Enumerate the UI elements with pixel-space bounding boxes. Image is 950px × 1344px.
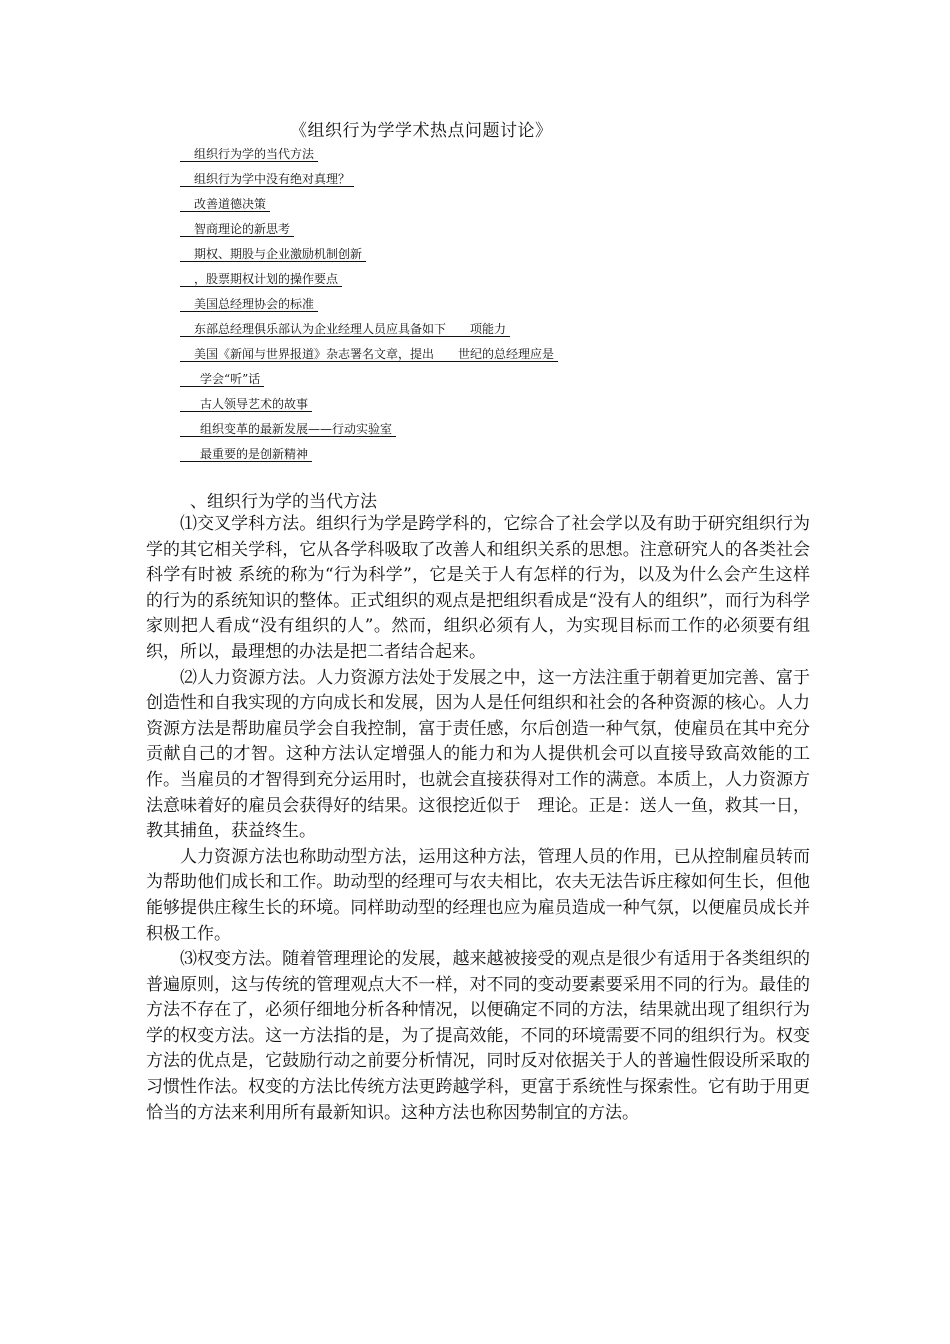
toc-item — [180, 371, 680, 396]
toc-item — [180, 296, 680, 321]
toc-item — [180, 271, 680, 296]
toc-link[interactable]: 美国总经理协会的标准 — [180, 297, 318, 312]
toc-item — [180, 346, 680, 371]
toc-item — [180, 246, 680, 271]
document-title: 《组织行为学学术热点问题讨论》 — [290, 121, 553, 141]
paragraph: ⑵人力资源方法。人力资源方法处于发展之中，这一方法注重于朝着更加完善、富于创造性和自我实现的方向成长和发展，因为人是任何组织和社会的各种资源的核心。人力资源方法是帮助雇员学会自我控制，富于责任感，尔后创造一种气氛，使雇员在其中充分贡献自己的才智。这种方法认定增强人的能力和为人提供机会可以直接导致高效能的工作。当雇员的才智得到充分运用时，也就会直接获得对工作的满意。本质上，人力资源方法意味着好的雇员会获得好的结果。这很挖近似于 理论。正是：送人一鱼，救其一日，教其捕鱼，获益终生。 — [146, 667, 810, 842]
paragraph: ⑶权变方法。随着管理理论的发展，越来越被接受的观点是很少有适用于各类组织的普遍原则，这与传统的管理观点大不一样，对不同的变动要素要采用不同的行为。最佳的方法不存在了，必须仔细地分析各种情况，以便确定不同的方法，结果就出现了组织行为学的权变方法。这一方法指的是，为了提高效能，不同的环境需要不同的组织行为。权变方法的优点是，它鼓励行动之前要分析情况，同时反对依据关于人的普遍性假设所采取的习惯性作法。权变的方法比传统方法更跨越学科，更富于系统性与探索性。它有助于用更恰当的方法来利用所有最新知识。这种方法也称因势制宜的方法。 — [146, 949, 810, 1123]
table-of-contents — [180, 146, 680, 471]
body-text — [146, 512, 810, 1126]
toc-item — [180, 446, 680, 471]
toc-item — [180, 146, 680, 171]
paragraph: ⑴交叉学科方法。组织行为学是跨学科的，它综合了社会学以及有助于研究组织行为学的其它相关学科，它从各学科吸取了改善人和组织关系的思想。注意研究人的各类社会科学有时被 系统的称为“行为科学”，它是关于人有怎样的行为，以及为什么会产生这样的行为的系统知识的整体。正式组织的观点是把组织看成是“没有人的组织”，而行为科学家则把人看成“没有组织的人”。然而，组织必须有人，为实现目标而工作的必须要有组织，所以，最理想的办法是把二者结合起来。 — [146, 514, 810, 662]
section-heading: 、组织行为学的当代方法 — [190, 492, 377, 512]
toc-link[interactable]: 美国《新闻与世界报道》杂志署名文章，提出 世纪的总经理应是 — [180, 347, 558, 362]
toc-item — [180, 421, 680, 446]
toc-link[interactable]: 古人领导艺术的故事 — [180, 397, 312, 412]
toc-link[interactable]: 组织行为学的当代方法 — [180, 147, 318, 162]
toc-item — [180, 321, 680, 346]
toc-item — [180, 221, 680, 246]
toc-link[interactable]: 学会“听”话 — [180, 372, 264, 387]
toc-link[interactable]: 组织变革的最新发展——行动实验室 — [180, 422, 396, 437]
toc-item — [180, 196, 680, 221]
toc-link[interactable]: 最重要的是创新精神 — [180, 447, 312, 462]
toc-link[interactable]: 改善道德决策 — [180, 197, 270, 212]
toc-link[interactable]: 期权、期股与企业激励机制创新 — [180, 247, 366, 262]
toc-link[interactable]: 组织行为学中没有绝对真理？ — [180, 172, 354, 187]
toc-item — [180, 396, 680, 421]
toc-item — [180, 171, 680, 196]
toc-link[interactable]: ，股票期权计划的操作要点 — [180, 272, 342, 287]
toc-link[interactable]: 智商理论的新思考 — [180, 222, 294, 237]
paragraph: 人力资源方法也称助动型方法，运用这种方法，管理人员的作用，已从控制雇员转而为帮助他们成长和工作。助动型的经理可与农夫相比，农夫无法告诉庄稼如何生长，但他能够提供庄稼生长的环境。同样助动型的经理也应为雇员造成一种气氛，以便雇员成长并积极工作。 — [146, 846, 810, 944]
toc-link[interactable]: 东部总经理俱乐部认为企业经理人员应具备如下 项能力 — [180, 322, 510, 337]
